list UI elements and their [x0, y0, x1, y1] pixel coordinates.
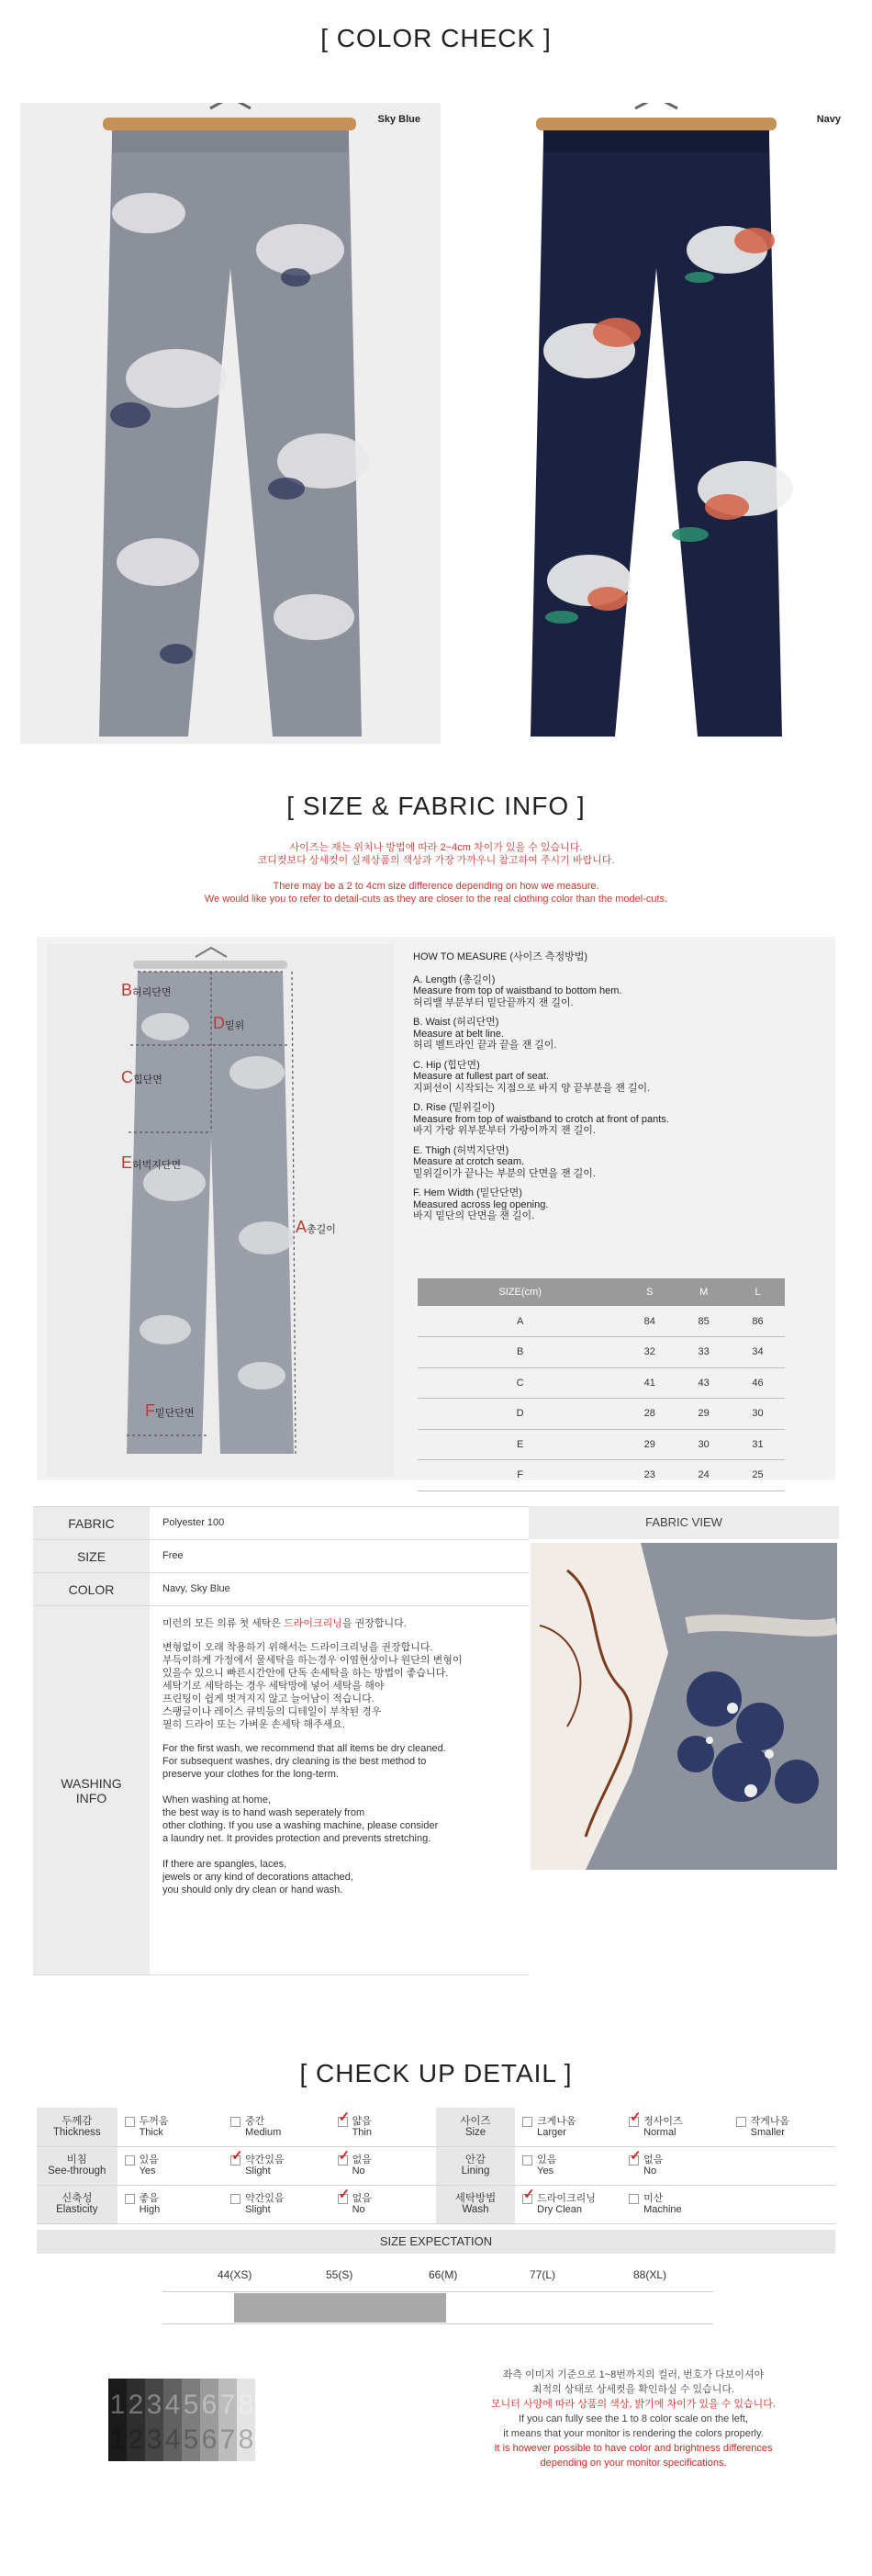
- cell: 85: [676, 1306, 731, 1337]
- cell: 86: [731, 1306, 785, 1337]
- checkbox-icon: [125, 2117, 135, 2127]
- washing-en-line: a laundry net. It provides protection and prevents stretching.: [162, 1833, 431, 1844]
- marker-f: F밑단단면: [145, 1401, 195, 1420]
- check-row: [37, 2185, 835, 2223]
- table-row: [418, 1367, 785, 1399]
- size-row: [33, 1540, 529, 1573]
- fabric-value: Polyester 100: [162, 1517, 225, 1528]
- washing-en-lines: [162, 1742, 516, 1896]
- checked-checkbox-icon: [629, 2117, 639, 2127]
- check-option: [515, 2108, 621, 2146]
- check-option-label: 없음 No: [352, 2154, 372, 2177]
- table-row: [418, 1306, 785, 1337]
- gray-digit: 1: [109, 2424, 126, 2455]
- washing-row: [33, 1606, 529, 1975]
- washing-en-line: jewels or any kind of decorations attached,: [162, 1872, 353, 1883]
- marker-b: B허리단면: [121, 981, 172, 999]
- howto-b: B. Waist (허리단면) Measure at belt line. 허리 벨트라인 끝과 끝을 잰 길이.: [413, 1017, 557, 1051]
- monitor-ko-3: 모니터 사양에 따라 상품의 색상, 밝기에 차이가 있을 수 있습니다.: [491, 2399, 776, 2410]
- cell: 84: [622, 1306, 676, 1337]
- checkbox-icon: [125, 2155, 135, 2165]
- gray-digit: 3: [146, 2424, 162, 2455]
- washing-ko-line: 부득이하게 가정에서 물세탁을 하는경우 이염현상이나 원단의 변형이: [162, 1655, 463, 1666]
- gray-digit: 6: [201, 2390, 218, 2420]
- gray-digit: 8: [238, 2424, 254, 2455]
- check-option: [729, 2108, 835, 2146]
- washing-en-line: If there are spangles, laces,: [162, 1859, 287, 1870]
- howto-d: D. Rise (밑위길이) Measure from top of waistband to crotch at front of pants. 바지 가랑 위부분부터 가랑이까지 잰 길이.: [413, 1102, 669, 1136]
- gray-digit: 4: [164, 2390, 181, 2420]
- check-option: [515, 2146, 621, 2185]
- marker-e: E허벅지단면: [121, 1153, 182, 1172]
- marker-c: C힙단면: [121, 1068, 162, 1086]
- washing-label: WASHING INFO: [33, 1606, 150, 1974]
- check-category: 세탁방법 Wash: [436, 2185, 515, 2223]
- checked-checkbox-icon: [338, 2117, 348, 2127]
- check-option-label: 있음 Yes: [139, 2154, 159, 2177]
- check-up-table: [37, 2108, 835, 2224]
- cell: 30: [731, 1399, 785, 1430]
- check-category: 신축성 Elasticity: [37, 2185, 117, 2223]
- cell: 33: [676, 1337, 731, 1368]
- washing-ko-line: 세탁기로 세탁하는 경우 세탁망에 넣어 세탁을 해야: [162, 1681, 385, 1692]
- check-option-label: 작게나옴 Smaller: [750, 2115, 790, 2138]
- col-header: SIZE(cm): [418, 1278, 622, 1306]
- cell: A: [418, 1306, 622, 1337]
- monitor-ko-2: 최적의 상태로 상세컷을 확인하실 수 있습니다.: [531, 2384, 735, 2395]
- col-header: L: [731, 1278, 785, 1306]
- cell: 29: [676, 1399, 731, 1430]
- monitor-en-2: it means that your monitor is rendering the colors properly.: [503, 2428, 764, 2439]
- gray-digit: 5: [183, 2424, 199, 2455]
- check-row: [37, 2108, 835, 2146]
- washing-en-line: the best way is to hand wash seperately from: [162, 1807, 365, 1818]
- check-option-label: 좋음 High: [139, 2193, 161, 2215]
- col-header: M: [676, 1278, 731, 1306]
- gray-swatch: [145, 2379, 163, 2461]
- cell: 25: [731, 1460, 785, 1491]
- color-row: [33, 1573, 529, 1606]
- checkbox-icon: [230, 2194, 240, 2204]
- monitor-en-1: If you can fully see the 1 to 8 color scale on the left,: [518, 2413, 749, 2424]
- checkbox-icon: [629, 2194, 639, 2204]
- howto-f: F. Hem Width (밑단단면) Measured across leg opening. 바지 밑단의 단면을 잰 길이.: [413, 1187, 549, 1221]
- howto-c: C. Hip (힙단면) Measure at fullest part of seat. 지퍼선이 시작되는 지점으로 바지 양 끝부분을 잰 길이.: [413, 1059, 651, 1094]
- navy-pants-illustration: [452, 103, 861, 744]
- washing-ko-line: 변형없이 오래 착용하기 위해서는 드라이크리닝을 권장합니다.: [162, 1642, 433, 1653]
- washing-ko-line: 필히 드라이 또는 가벼운 손세탁 해주세요.: [162, 1719, 345, 1730]
- cell: D: [418, 1399, 622, 1430]
- check-option: [223, 2185, 330, 2223]
- cell: 29: [622, 1429, 676, 1460]
- color-value: Navy, Sky Blue: [162, 1583, 230, 1594]
- checkbox-icon: [736, 2117, 746, 2127]
- check-option-label: 약간있음 Slight: [245, 2193, 285, 2215]
- monitor-en-3: It is however possible to have color and brightness differences: [494, 2443, 773, 2454]
- cell: 28: [622, 1399, 676, 1430]
- washing-en-line: you should only dry clean or hand wash.: [162, 1884, 343, 1895]
- checkbox-icon: [125, 2194, 135, 2204]
- size-table-header: [418, 1278, 785, 1306]
- check-row: [37, 2146, 835, 2185]
- empty-cell: [729, 2185, 835, 2223]
- gray-digit: 7: [219, 2390, 236, 2420]
- cell: 30: [676, 1429, 731, 1460]
- check-up-title: [ CHECK UP DETAIL ]: [299, 2059, 573, 2087]
- gray-digit: 6: [201, 2424, 218, 2455]
- check-option: [621, 2185, 729, 2223]
- checked-checkbox-icon: [338, 2155, 348, 2165]
- check-option: [223, 2146, 330, 2185]
- table-row: [418, 1460, 785, 1491]
- gray-digit: 4: [164, 2424, 181, 2455]
- check-option-label: 두꺼움 Thick: [139, 2115, 169, 2138]
- scale-label: 77(L): [530, 2268, 556, 2281]
- size-expectation-label: SIZE EXPECTATION: [37, 2230, 835, 2254]
- cell: F: [418, 1460, 622, 1491]
- check-category: 두께감 Thickness: [37, 2108, 117, 2146]
- gray-digit: 2: [128, 2424, 144, 2455]
- size-table: [418, 1278, 785, 1491]
- sky-blue-pants-illustration: [20, 103, 441, 744]
- washing-en-line: preserve your clothes for the long-term.: [162, 1769, 339, 1780]
- checkbox-icon: [522, 2117, 532, 2127]
- scale-label: 44(XS): [218, 2268, 252, 2281]
- monitor-ko-1: 좌측 이미지 기준으로 1~8번까지의 컬러, 번호가 다보이셔야: [502, 2369, 765, 2380]
- gray-swatch: [182, 2379, 200, 2461]
- size-fabric-title: [ SIZE & FABRIC INFO ]: [286, 792, 586, 820]
- size-expectation-fill: [234, 2293, 446, 2323]
- check-category: 안감 Lining: [436, 2146, 515, 2185]
- check-option-label: 중간 Medium: [245, 2115, 282, 2138]
- how-to-title: HOW TO MEASURE (사이즈 측정방법): [413, 951, 588, 962]
- check-option: [621, 2146, 729, 2185]
- how-to-measure: [413, 951, 799, 1231]
- navy-photo: [452, 103, 861, 744]
- check-option: [330, 2185, 436, 2223]
- washing-en-line: When washing at home,: [162, 1794, 272, 1805]
- check-option: [117, 2185, 224, 2223]
- fabric-table: [33, 1506, 529, 1975]
- sky-blue-photo: [20, 103, 441, 744]
- notice-en-2: We would like you to refer to detail-cuts as they are closer to the real clothing color than the model-cuts.: [204, 894, 668, 905]
- cell: 31: [731, 1429, 785, 1460]
- howto-e: E. Thigh (허벅지단면) Measure at crotch seam. 밑위길이가 끝나는 부분의 단면을 잰 길이.: [413, 1144, 596, 1179]
- washing-en-line: [162, 1845, 516, 1858]
- gray-swatch: [108, 2379, 127, 2461]
- washing-en-line: other clothing. If you use a washing machine, please consider: [162, 1820, 439, 1831]
- checked-checkbox-icon: [230, 2155, 240, 2165]
- size-value: Free: [162, 1550, 184, 1561]
- check-option-label: 있음 Yes: [537, 2154, 557, 2177]
- gray-digit: 3: [146, 2390, 162, 2420]
- gray-digit: 1: [109, 2390, 126, 2420]
- checked-checkbox-icon: [629, 2155, 639, 2165]
- check-option-label: 정사이즈 Normal: [643, 2115, 683, 2138]
- notice-ko-2: 코디컷보다 상세컷이 실제상품의 색상과 가장 가까우니 참고하여 주시기 바랍니다.: [257, 855, 615, 866]
- check-option: [330, 2108, 436, 2146]
- check-category: 사이즈 Size: [436, 2108, 515, 2146]
- check-option-label: 없음 No: [352, 2193, 372, 2215]
- gray-scale-strip: [108, 2379, 255, 2461]
- notice-en-1: There may be a 2 to 4cm size difference depending on how we measure.: [273, 881, 599, 892]
- washing-en-line: [162, 1781, 516, 1794]
- fabric-label: FABRIC: [33, 1507, 150, 1539]
- cell: 43: [676, 1367, 731, 1399]
- washing-ko-line: 스팽글이나 레이스 큐빅등의 디테일이 부착된 경우: [162, 1706, 382, 1717]
- color-check-title: [ COLOR CHECK ]: [320, 24, 552, 52]
- check-option: [330, 2146, 436, 2185]
- size-label: SIZE: [33, 1540, 150, 1572]
- table-row: [418, 1429, 785, 1460]
- check-option: [223, 2108, 330, 2146]
- cell: 23: [622, 1460, 676, 1491]
- scale-label: 88(XL): [633, 2268, 667, 2281]
- fabric-row: [33, 1507, 529, 1540]
- howto-a: A. Length (총길이) Measure from top of waistband to bottom hem. 허리밸 부분부터 밑단끝까지 잰 길이.: [413, 973, 622, 1008]
- checkbox-icon: [522, 2155, 532, 2165]
- gray-digit: 2: [128, 2390, 144, 2420]
- cell: B: [418, 1337, 622, 1368]
- gray-swatch: [127, 2379, 145, 2461]
- check-option: [515, 2185, 621, 2223]
- check-option-label: 얇음 Thin: [352, 2115, 372, 2138]
- empty-cell: [729, 2146, 835, 2185]
- notice-ko-1: 사이즈는 재는 위치나 방법에 따라 2~4cm 차이가 있을 수 있습니다.: [289, 842, 583, 853]
- cell: E: [418, 1429, 622, 1460]
- gray-digit: 8: [238, 2390, 254, 2420]
- check-option-label: 미산 Machine: [643, 2193, 682, 2215]
- color-label: COLOR: [33, 1573, 150, 1605]
- cell: 32: [622, 1337, 676, 1368]
- washing-text: [150, 1606, 529, 1974]
- table-row: [418, 1337, 785, 1368]
- washing-en-line: For subsequent washes, dry cleaning is the best method to: [162, 1756, 427, 1767]
- washing-ko-line: 프린팅이 쉽게 벗겨지지 않고 늘어남이 적습니다.: [162, 1693, 375, 1704]
- navy-label: Navy: [816, 114, 841, 125]
- monitor-note: [431, 2368, 835, 2470]
- check-option-label: 없음 No: [643, 2154, 664, 2177]
- scale-label: 55(S): [326, 2268, 353, 2281]
- washing-ko-lines: [162, 1641, 516, 1731]
- cell: 34: [731, 1337, 785, 1368]
- marker-a: A총길이: [296, 1218, 336, 1236]
- scale-label: 66(M): [429, 2268, 458, 2281]
- gray-swatch: [237, 2379, 255, 2461]
- washing-ko-line: 있을수 있으니 빠른시간안에 단독 손세탁을 하는 방법이 좋습니다.: [162, 1668, 449, 1679]
- col-header: S: [622, 1278, 676, 1306]
- checkbox-icon: [230, 2117, 240, 2127]
- check-option: [621, 2108, 729, 2146]
- cell: C: [418, 1367, 622, 1399]
- check-category: 비침 See-through: [37, 2146, 117, 2185]
- cell: 46: [731, 1367, 785, 1399]
- washing-ko-first: 미런의 모든 의류 첫 세탁은 드라이크리닝을 권장합니다.: [162, 1618, 407, 1629]
- monitor-en-4: depending on your monitor specifications.: [540, 2458, 727, 2469]
- fabric-view-label: FABRIC VIEW: [529, 1506, 839, 1539]
- check-option-label: 약간있음 Slight: [245, 2154, 285, 2177]
- marker-d: D밑위: [213, 1014, 245, 1032]
- gray-swatch: [163, 2379, 182, 2461]
- gray-swatch: [218, 2379, 237, 2461]
- check-option: [117, 2146, 224, 2185]
- check-option-label: 크게나옴 Larger: [537, 2115, 576, 2138]
- washing-en-line: For the first wash, we recommend that all items be dry cleaned.: [162, 1743, 446, 1754]
- check-option-label: 드라이크리닝 Dry Clean: [537, 2193, 596, 2215]
- checked-checkbox-icon: [338, 2194, 348, 2204]
- sky-blue-label: Sky Blue: [377, 114, 420, 125]
- fabric-view-image: [531, 1543, 837, 1870]
- check-option: [117, 2108, 224, 2146]
- gray-swatch: [200, 2379, 218, 2461]
- cell: 41: [622, 1367, 676, 1399]
- gray-digit: 7: [219, 2424, 236, 2455]
- checked-checkbox-icon: [522, 2194, 532, 2204]
- gray-digit: 5: [183, 2390, 199, 2420]
- table-row: [418, 1399, 785, 1430]
- cell: 24: [676, 1460, 731, 1491]
